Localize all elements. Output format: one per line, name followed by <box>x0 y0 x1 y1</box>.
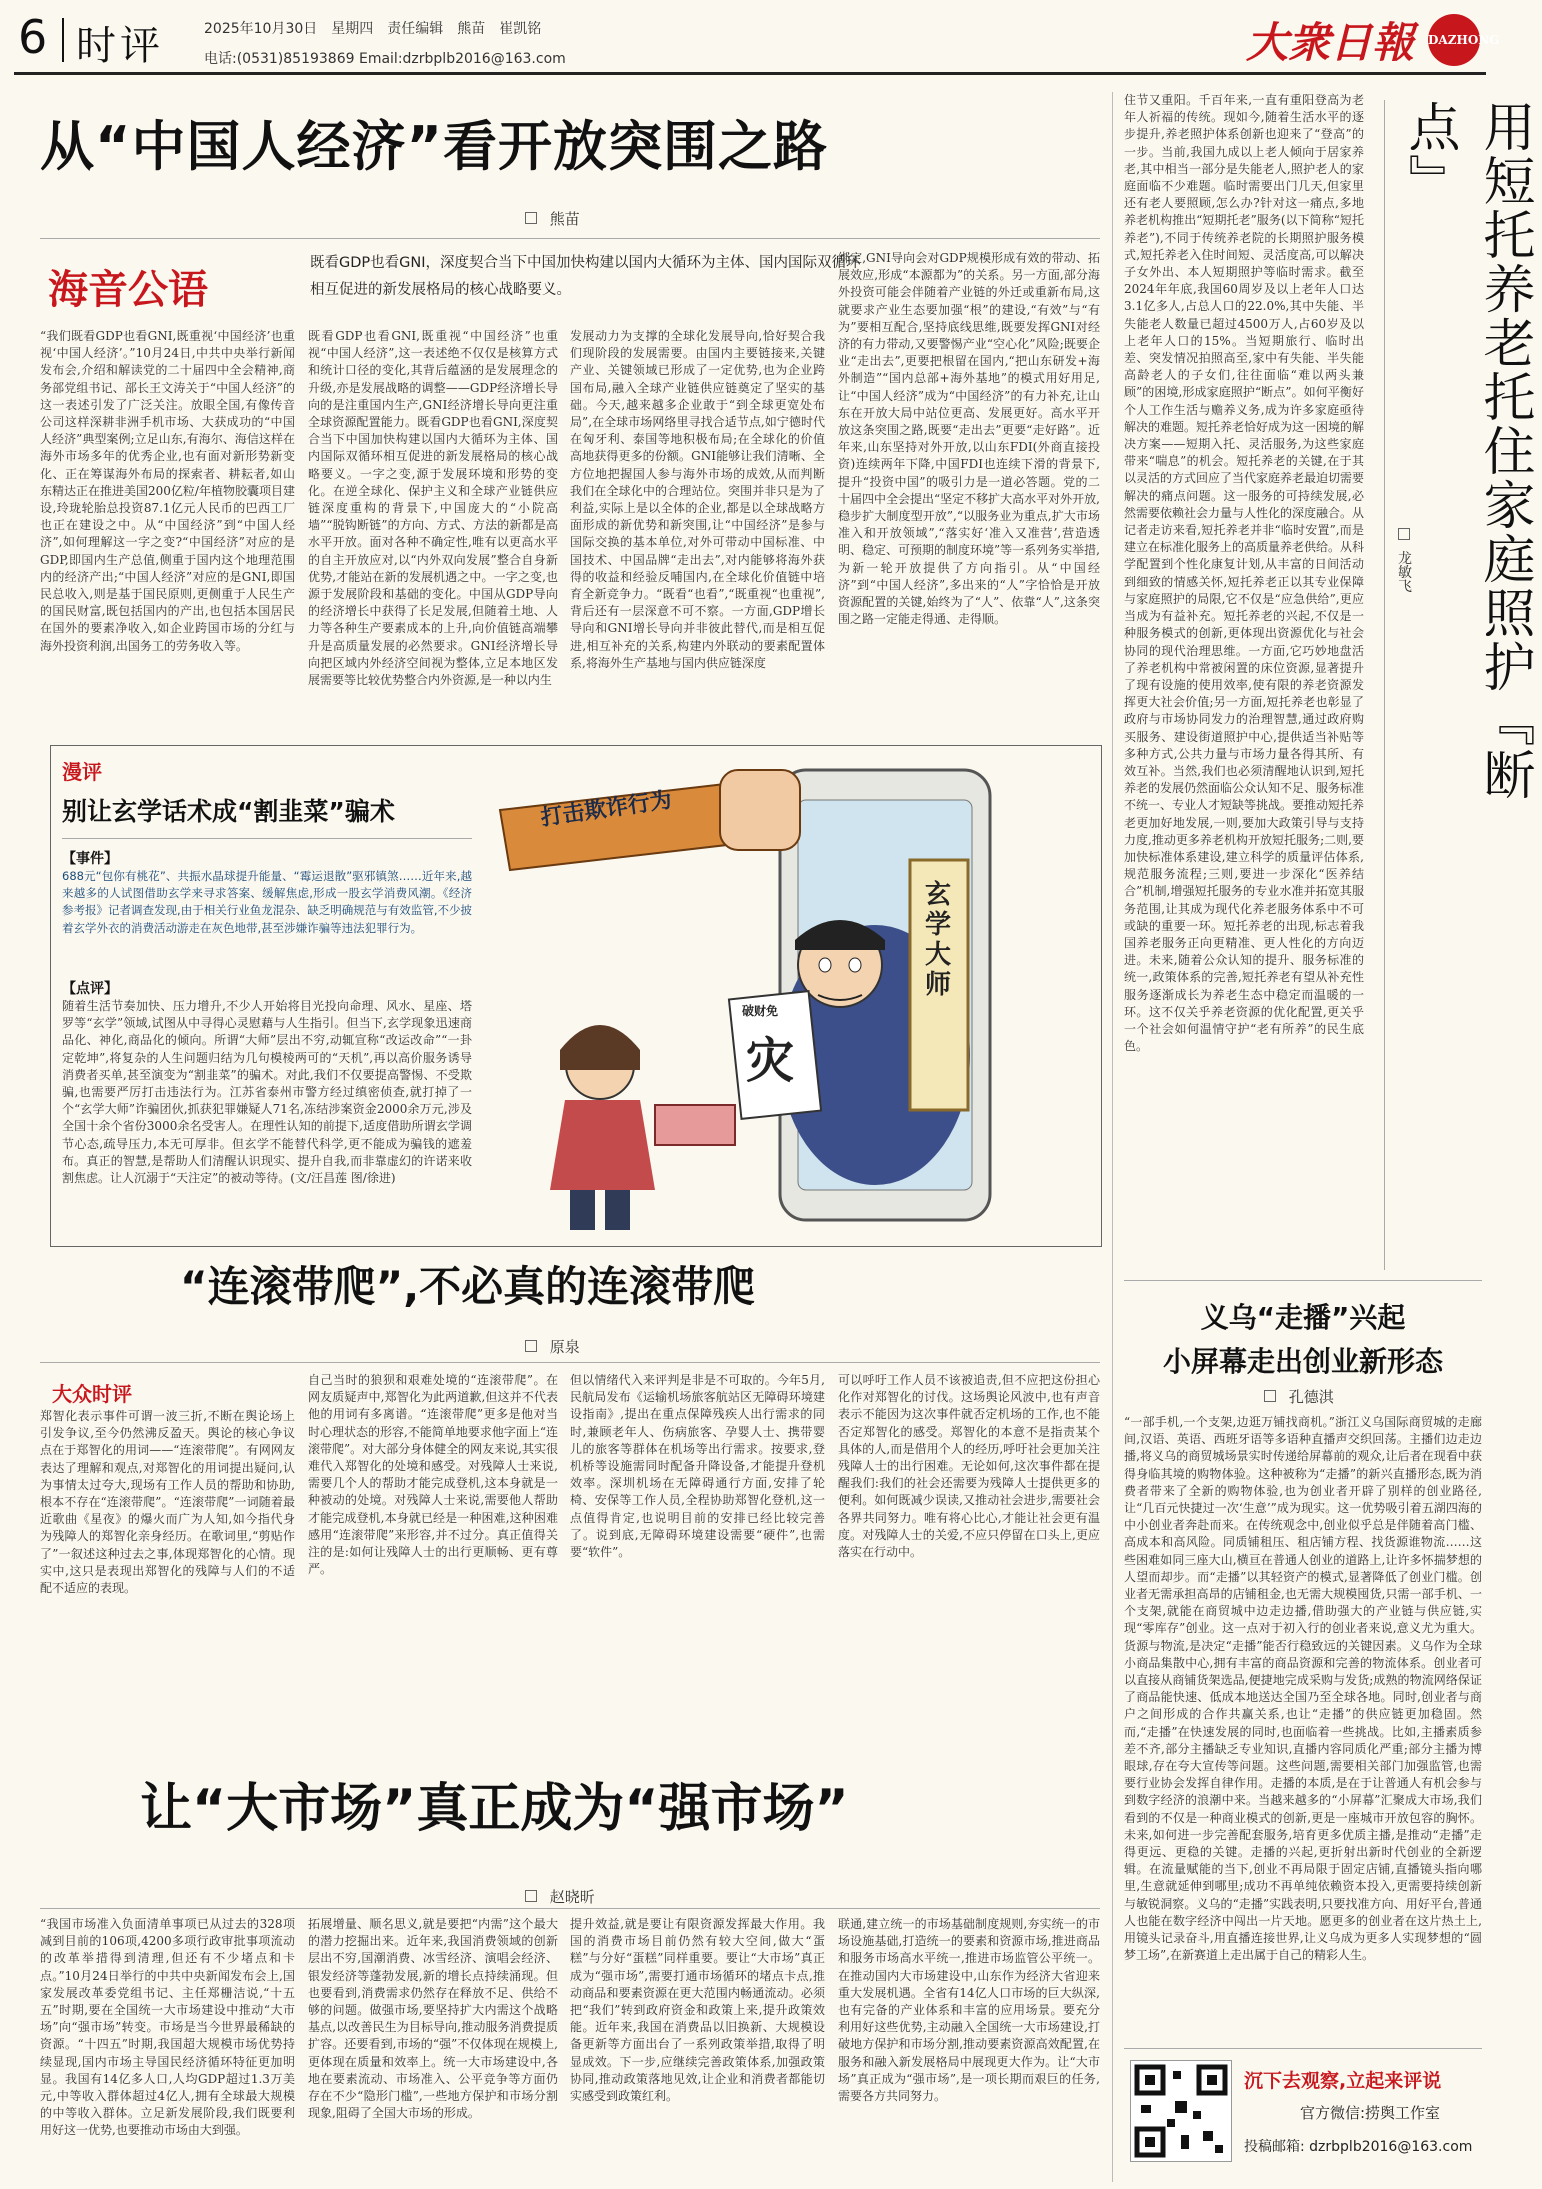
footer-email: 投稿邮箱: dzrbplb2016@163.com <box>1244 2139 1473 2155</box>
lianggun-rule <box>40 1362 1100 1363</box>
cartoon-event-text: 688元“包你有桃花”、共振水晶球提升能量、“霉运退散”驱邪镇煞……近年来,越来越多的人试图借助玄学来寻求答案、缓解焦虑,形成一股玄学消费风潮。《经济参考报》记者调查发现,由于相关行业鱼龙混杂、缺乏明确规范与有效监管,不少披着玄学外衣的消费活动游走在灰色地带,甚至涉嫌诈骗等违法犯罪行为。 <box>62 869 472 935</box>
market-byline <box>525 1886 595 1907</box>
right-column-vertical-title: 用短托养老托住家庭照护『断点』 <box>1399 100 1534 802</box>
header-rule <box>14 72 1486 75</box>
lianggun-col-3: 但以情绪代入来评判是非是不可取的。今年5月,民航局发布《运输机场旅客航站区无障碍环境建设指南》,提出在重点保障残疾人出行需求的同时,兼顾老年人、伤病旅客、孕婴人士、携带婴儿的旅客等群体在机场等出行需求。按要求,登机桥等设施需同时配备升降设备,才能提升登机效率。深圳机场在无障碍通行方面,安排了轮椅、安保等工作人员,全程协助郑智化登机,这一点值得肯定,也说明目前的安排已经比较完善了。说到底,无障碍环境建设需要“硬件”,也需要“软件”。 <box>570 1373 825 1560</box>
header-info <box>204 14 566 74</box>
market-title: 让“大市场”真正成为“强市场” <box>140 1779 849 1839</box>
market-col-3: 提升效益,就是要让有限资源发挥最大作用。我国的消费市场目前仍然有较大空间,做大“蛋糕”与分好“蛋糕”同样重要。要让“大市场”真正成为“强市场”,需要打通市场循环的堵点卡点,推动商品和要素资源在更大范围内畅通流动。必须把“我们”转到政府资金和政策上来,提升政策效能。近年来,我国在消费品以旧换新、大规模设备更新等方面出台了一系列政策举措,取得了明显成效。下一步,应继续完善政策体系,加强政策协同,推动政策落地见效,让企业和消费者都能切实感受到政策红利。 <box>570 1917 825 2104</box>
header-divider <box>62 18 64 62</box>
fist <box>720 770 800 850</box>
byline-square-icon <box>525 1890 537 1902</box>
right-title-rule <box>1384 100 1385 1270</box>
right-column-body: 住节又重阳。千百年来,一直有重阳登高为老年人祈福的传统。现如今,随着生活水平的逐步提升,养老照护体系创新也迎来了“登高”的一步。当前,我国九成以上老人倾向于居家养老,其中相当一部分是失能老人,照护老人的家庭面临不少难题。临时需要出门几天,但家里还有老人要照顾,怎么办?针对这一痛点,多地养老机构推出“短期托老”服务(以下简称“短托养老”),不同于传统养老院的长期照护服务模式,短托养老入住时间短、灵活度高,可以解决子女外出、本人短期照护等临时需求。截至2024年年底,我国60周岁及以上老年人口达3.1亿多人,占总人口的22.0%,其中失能、半失能老人数量已超过4500万人,占60岁及以上老年人口的15%。当短期旅行、临时出差、突发情况拍照高至,家中有失能、半失能高龄老人的子女们,往往面临“难以两头兼顾”的困境,形成家庭照护“断点”。如何平衡好个人工作生活与赡养义务,成为许多家庭亟待解决的难题。短托养老恰好成为这一困境的解决方案——短期入托、灵活服务,为这些家庭带来“喘息”的机会。短托养老的关键,在于其以灵活的方式回应了当代家庭养老最迫切需要解决的痛点问题。这一服务的可持续发展,必然需要依赖社会力量与人性化的深度融合。从记者走访来看,短托养老并非“临时安置”,而是建立在标准化服务上的高质量养老供给。从科学配置到个性化康复计划,从丰富的日间活动到细致的情感关怀,短托养老正以其专业保障与家庭照护的局限,它不仅是“应急供给”,更应当成为有益补充。短托养老的兴起,不仅是一种服务模式的创新,更体现出资源优化与社会协同的现代治理思维。一方面,它巧妙地盘活了养老机构中常被闲置的床位资源,显著提升了现有设施的使用效率,使有限的养老资源发挥更大社会价值;另一方面,短托养老也彰显了政府与市场协同发力的治理智慧,通过政府购买服务、建设街道照护中心,提供适当补贴等多种方式,公共力量与市场力量各得其所、有效互补。当然,我们也必须清醒地认识到,短托养老的发展仍然面临公众认知不足、服务标准不统一、专业人才短缺等挑战。要推动短托养老更加好地发展,一则,要加大政策引导与支持力度,推动更多养老机构开放短托服务;二则,要加快标准体系建设,建立科学的质量评估体系,规范服务流程;三则,要进一步深化“医养结合”机制,增强短托服务的专业水准并拓宽其服务范围,让其成为现代化养老服务体系中不可或缺的重要一环。短托养老的出现,标志着我国养老服务正向更精准、更人性化的方向迈进。未来,随着公众认知的提升、服务标准的统一,政策体系的完善,短托养老有望从补充性服务逐渐成长为养老生态中稳定而温暖的一环。这不仅关乎养老资源的优化配置,更关乎一个社会如何温情守护“老有所养”的民生底色。 <box>1124 93 1365 1054</box>
lianggun-col-1: 郑智化表示事件可谓一波三折,不断在舆论场上引发争议,至今仍然沸反盈天。舆论的核心争议点在于郑智化的用词——“连滚带爬”。有网网友表达了理解和观点,对郑智化的用词提出疑问,认为事情太过夸大,现场有工作人员的帮助和协助,根本不存在“连滚带爬”。“连滚带爬”一词随着最近歌曲《星夜》的爆火而广为人知,如今指代身为残障人的郑智化亲身经历。在歌词里,“剪贴作了”一叙述这种过去之事,体现郑智化的心情。现实中,这只是表现出郑智化的残障与人们的不适配不适应的表现。 <box>40 1409 295 1596</box>
footer-wechat: 官方微信:捞舆工作室 <box>1300 2104 1441 2122</box>
lianggun-col-2: 自己当时的狼狈和艰难处境的“连滚带爬”。在网友质疑声中,郑智化为此两道歉,但这并不代表他的用词有多离谱。“连滚带爬”更多是他对当时心理状态的形容,不能简单地要求他字面上“连滚带爬”。对大部分身体健全的网友来说,其实很难代入郑智化的处境和感受。对残障人士来说,需要几个人的帮助才能完成登机,这本身就是一种被动的处境。对残障人士来说,需要他人帮助才能完成登机,本身就已经是一种困难,这种困难感用“连滚带爬”来形容,并不过分。真正值得关注的是:如何让残障人士的出行更顺畅、更有尊严。 <box>308 1373 558 1577</box>
cartoon-sign-big: 灾 <box>746 1033 795 1089</box>
section-name: 时评 <box>76 23 164 69</box>
header-info-contact: 电话:(0531)85193869 Email:dzrbplb2016@163.com <box>204 51 566 67</box>
lianggun-author: 原泉 <box>549 1338 580 1356</box>
main-article-col-2: 既看GDP也看GNI,既重视“中国经济”也重视“中国人经济”,这一表述绝不仅仅是核算方式和统计口径的变化,其背后蕴涵的是发展理念的升级,亦是发展战略的调整——GDP经济增长导向的是注重国内生产,GNI经济增长导向更注重全球资源配置能力。既看GDP也看GNI,深度契合当下中国加快构建以国内大循环为主体、国内国际双循环相互促进的新发展格局的核心战略要义。一字之变,源于发展环境和形势的变化。在逆全球化、保护主义和全球产业链供应链深度重构的背景下,中国庞大的“小院高墙”“脱钩断链”的方向、方式、方法的新都是高水平开放。面对各种不确定性,唯有以更高水平的自主开放应对,以“内外双向发展”整合自身新优势,才能站在新的发展机遇之中。一字之变,也源于发展阶段和基础的变化。中国从GDP导向的经济增长中获得了长足发展,但随着土地、人力等各种生产要素成本的上升,向价值链高端攀升是高质量发展的必然要求。GNI经济增长导向把区域内外经济空间视为整体,立足本地区发展需要等比较优势整合内外资源,是一种以内生 <box>308 329 558 688</box>
right-column-divider <box>1112 92 1113 2182</box>
lianggun-rubric: 大众时评 <box>52 1382 132 1406</box>
header-info-date: 2025年10月30日 星期四 责任编辑 熊苗 崔凯铭 <box>204 21 542 37</box>
main-article-author: 熊苗 <box>549 210 580 228</box>
lianggun-byline <box>525 1336 580 1357</box>
byline-square-icon <box>525 1340 537 1352</box>
right-column-author: 龙敏飞 <box>1396 550 1412 593</box>
main-article-col-1: “我们既看GDP也看GNI,既重视‘中国经济’也重视‘中国人经济’。”10月24日,中共中央举行新闻发布会,介绍和解读党的二十届四中全会精神,商务部党组书记、部长王文涛关于“中国人经济”的这一表述引发了广泛关注。放眼全国,有像传音公司这样深耕非洲手机市场、大获成功的“中国人经济”典型案例;立足山东,有海尔、海信这样在海外市场多年的优秀企业,也有面对新形势新变化、正在筹谋海外布局的探索者、耕耘者,如山东精达正在推进美国200亿粒/年植物胶囊项目建设,玲珑轮胎总投资87.1亿元人民币的巴西工厂也正在建设之中。从“中国经济”到“中国人经济”,如何理解这一字之变?“中国经济”对应的是GDP,即国内生产总值,侧重于国内这个地理范围内的经济产出;“中国人经济”对应的是GNI,即国民总收入,则是基于国民原则,更侧重于人民生产的国民财富,既包括国内的产出,也包括本国居民在国外的要素净收入,如企业跨国市场的分红与海外投资利润,出国务工的劳务收入等。 <box>40 329 295 653</box>
cartoon-comment-tag: 【点评】 <box>62 981 118 997</box>
yiwu-title-line-2: 小屏幕走出创业新形态 <box>1162 1345 1443 1378</box>
market-col-4: 联通,建立统一的市场基础制度规则,夯实统一的市场设施基础,打造统一的要素和资源市场,推进商品和服务市场高水平统一,推进市场监管公平统一。在推动国内大市场建设中,山东作为经济大省迎来重大发展机遇。全省有14亿人口市场的巨大纵深,也有完备的产业体系和丰富的应用场景。要充分利用好这些优势,主动融入全国统一大市场建设,打破地方保护和市场分割,推动要素资源高效配置,在服务和融入新发展格局中展现更大作为。让“大市场”真正成为“强市场”,是一项长期而艰巨的任务,需要各方共同努力。 <box>838 1917 1100 2104</box>
yiwu-author: 孔德淇 <box>1288 1388 1334 1406</box>
summary-line-1: 既看GDP也看GNI，深度契合当下中国加快构建以国内大循环为主体、国内国际双循环 <box>310 255 861 271</box>
byline-square-icon <box>525 212 537 224</box>
money-stack <box>655 1105 735 1145</box>
byline-square-icon <box>1398 528 1410 540</box>
cartoon-title: 别让玄学话术成“割韭菜”骗术 <box>62 797 395 826</box>
lianggun-col-4: 可以呼吁工作人员不该被追责,但不应把这份担心化作对郑智化的讨伐。这场舆论风波中,也有声音表示不能因为这次事件就否定机场的工作,也不能否定郑智化的感受。郑智化的本意不是指责某个具体的人,而是借用个人的经历,呼吁社会更加关注残障人士的出行困难。无论如何,这次事件都在提醒我们:我们的社会还需要为残障人士提供更多的便利。如何既减少误读,又推动社会进步,需要社会各界共同努力。唯有将心比心,才能让社会更有温度。对残障人士的关爱,不应只停留在口头上,更应落实在行动中。 <box>838 1373 1100 1560</box>
cartoon-rubric: 漫评 <box>62 760 102 784</box>
woman-body <box>550 1100 655 1190</box>
byline-square-icon <box>1264 1390 1276 1402</box>
masthead-logo: 大衆日報 <box>1245 18 1414 67</box>
qr-code-icon <box>1130 2060 1232 2162</box>
summary-line-2: 相互促进的新发展格局的核心战略要义。 <box>310 282 571 298</box>
cartoon-sign-small: 破财免 <box>742 1004 779 1018</box>
market-col-2: 拓展增量、顺名思义,就是要把“内需”这个最大的潜力挖掘出来。近年来,我国消费领域的创新层出不穷,国潮消费、冰雪经济、演唱会经济、银发经济等蓬勃发展,新的增长点持续涌现。但也要看到,消费需求仍然存在释放不足、供给不够的问题。做强市场,要坚持扩大内需这个战略基点,以改善民生为目标导向,推动服务消费提质扩容。还要看到,市场的“强”不仅体现在规模上,更体现在质量和效率上。统一大市场建设中,各地在要素流动、市场准入、公平竞争等方面仍存在不少“隐形门槛”,一些地方保护和市场分割现象,阻碍了全国大市场的形成。 <box>308 1917 558 2121</box>
lianggun-title: “连滚带爬”,不必真的连滚带爬 <box>180 1262 756 1311</box>
main-article-rule <box>40 238 1100 239</box>
cartoon-event-tag: 【事件】 <box>62 851 118 867</box>
cartoon-title-rule <box>62 838 472 839</box>
cartoon-banner-text: 打击欺诈行为 <box>539 787 674 832</box>
yiwu-byline <box>1264 1386 1334 1407</box>
footer-slogan: 沉下去观察,立起来评说 <box>1244 2070 1442 2092</box>
right-column-byline <box>1394 528 1414 592</box>
yiwu-title-line-1: 义乌“走播”兴起 <box>1200 1301 1406 1334</box>
yiwu-body: “一部手机,一个支架,边逛万铺找商机。”浙江义乌国际商贸城的走廊间,汉语、英语、西班牙语等多语种直播声交织回荡。主播们边走边播,将义乌的商贸城场景实时传递给屏幕前的观众,让后者在现看中获得身临其境的购物体验。这种被称为“走播”的新兴直播形态,既为消费者带来了全新的购物体验,也为创业者开辟了别样的创业路径,让“几百元快捷过一次‘生意’”成为现实。这一优势吸引着五湖四海的中小创业者奔赴而来。在传统观念中,创业似乎总是伴随着高门槛、高成本和高风险。同质铺租压、租店铺方程、找货源谁物流……这些困难如同三座大山,横亘在普通人创业的道路上,让许多怀揣梦想的人望而却步。而“走播”以其轻资产的模式,显著降低了创业门槛。创业者无需承担高昂的店铺租金,也无需大规模囤货,只需一部手机、一个支架,就能在商贸城中边走边播,借助强大的产业链与供应链,实现“零库存”创业。这一点对于初入行的创业者来说,意义尤为重大。货源与物流,是决定“走播”能否行稳致远的关键因素。义乌作为全球小商品集散中心,拥有丰富的商品资源和完善的物流体系。创业者可以直接从商铺货架选品,便捷地完成采购与发货;成熟的物流网络保证了商品能快速、低成本地送达全国乃至全球各地。同时,创业者与商户之间形成的合作共赢关系,也让“走播”的供应链更加稳固。然而,“走播”在快速发展的同时,也面临着一些挑战。比如,主播素质参差不齐,部分主播缺乏专业知识,直播内容同质化严重;部分主播为博眼球,存在夸大宣传等问题。这些问题,需要相关部门加强监管,也需要行业协会发挥自律作用。走播的本质,是在于让普通人有机会参与到数字经济的浪潮中来。当越来越多的“小屏幕”汇聚成大市场,我们看到的不仅是一种商业模式的创新,更是一座城市开放包容的胸怀。未来,如何进一步完善配套服务,培育更多优质主播,是推动“走播”走得更远、更稳的关键。走播的兴起,更折射出新时代创业的全新逻辑。在流量赋能的当下,创业不再局限于固定店铺,直播镜头指向哪里,生意就延伸到哪里;成功不再单纯依赖资本投入,更需要持续创新与敏锐洞察。义乌的“走播”实践表明,只要找准方向、用好平台,普通人也能在数字经济中闯出一片天地。愿更多的创业者在这片热土上,用镜头记录奋斗,用直播连接世界,让义乌成为更多人实现梦想的“圆梦工场”,在新赛道上走出属于自己的精彩人生。 <box>1124 1415 1482 1963</box>
main-article-col-4: 绑定,GNI导向会对GDP规模形成有效的带动、拓展效应,形成“本源都为”的关系。另一方面,部分海外投资可能会伴随着产业链的外迁或重新布局,这就要求产业生态要加强“根”的建设,“有效”与“有为”要相互配合,坚持底线思维,既要发挥GNI对经济的有力带动,又要警惕产业“空心化”风险;既要企业“走出去”,更要把根留在国内,“把山东研发+海外制造”“国内总部+海外基地”的模式用好用足,让“中国人经济”成为“中国经济”的有力补充,让山东在开放大局中站位更高、发展更好。高水平开放这条突围之路,既要“走出去”更要“走好路”。近年来,山东坚持对外开放,以山东FDI(外商直接投资)连续两年下降,中国FDI也连续下滑的背景下,提升“投资中国”的吸引力是一道必答题。党的二十届四中全会提出“坚定不移扩大高水平对外开放,稳步扩大制度型开放”,“以服务业为重点,扩大市场准入和开放领域”,“落实好‘准入又准营’,营造透明、稳定、可预期的制度环境”等一系列务实举措,为新一轮开放提供了方向指引。从“中国经济”到“中国人经济”,多出来的“人”字恰恰是开放资源配置的关键,始终为了“人”、依靠“人”,这条突围之路一定能走得通、走得顺。 <box>838 251 1100 627</box>
cartoon-scroll-text: 玄学大师 <box>924 880 951 1000</box>
main-article-byline <box>525 208 580 229</box>
market-author: 赵晓昕 <box>549 1888 595 1906</box>
footer-rule <box>1124 2048 1482 2049</box>
main-article-rubric: 海音公语 <box>48 266 208 313</box>
woman-hair <box>560 1025 640 1070</box>
main-article-col-3: 发展动力为支撑的全球化发展导向,恰好契合我们现阶段的发展需要。由国内主要链接来,关键产业、关键领域已形成了一定优势,也为企业跨国布局,融入全球产业链供应链奠定了坚实的基础。今天,越来越多企业敢于“到全球更宽处布局”,在全球市场网络里寻找合适节点,如宁德时代在匈牙利、泰国等地积极布局;在全球化的价值高地获得更多的份额。GNI能够让我们清晰、全方位地把握国人参与海外市场的成效,从而判断我们在全球化中的合理站位。突围并非只是为了利益,实际上是以全体的企业,都是以全球战略方面形成的新优势和新突围,让“中国经济”是参与国际交换的基本单位,对外可带动中国标准、中国技术、中国品牌“走出去”,对内能够将海外获得的收益和经验反哺国内,在全球化价值链中培育全新竞争力。“既看“也看”,“既重视“也重视”,背后还有一层深意不可不察。一方面,GDP增长导向和GNI增长导向并非彼此替代,而是相互促进,相互补充的关系,构建内外联动的要素配置体系,将海外生产基地与国内供应链深度 <box>570 329 825 670</box>
masthead-emblem: DAZHONG <box>1428 14 1480 66</box>
cartoon-comment-text: 随着生活节奏加快、压力增升,不少人开始将目光投向命理、风水、星座、塔罗等“玄学”领域,试图从中寻得心灵慰藉与人生指引。但当下,玄学现象迅速商品化、神化,商品化的倾向。所谓“大师”层出不穷,动辄宣称“改运改命”“一卦定乾坤”,将复杂的人生问题归结为几句模棱两可的“天机”,再以高价服务诱导消费者买单,甚至演变为“割韭菜”的骗术。对此,我们不仅要提高警惕、不受欺骗,也需要严厉打击违法行为。江苏省泰州市警方经过缜密侦查,就打掉了一个“玄学大师”诈骗团伙,抓获犯罪嫌疑人71名,冻结涉案资金2000余万元,涉及全国十余个省份3000余名受害人。在理性认知的前提下,适度借助所谓玄学调节心态,疏导压力,本无可厚非。但玄学不能替代科学,更不能成为骗钱的遮羞布。真正的智慧,是帮助人们清醒认识现实、提升自我,而非靠虚幻的许诺来收割焦虑。让人沉溺于“天注定”的被动等待。(文/汪昌莲 图/徐进) <box>62 999 472 1186</box>
market-rule <box>40 1908 1100 1909</box>
main-article-title: 从“中国人经济”看开放突围之路 <box>40 115 828 178</box>
page-number: 6 <box>18 10 48 64</box>
yiwu-top-rule <box>1124 1280 1482 1281</box>
market-col-1: “我国市场准入负面清单事项已从过去的328项减到目前的106项,4200多项行政审批事项流动的改革举措得到清理,但还有不少堵点和卡点。”10月24日举行的中共中央新闻发布会上,国家发展改革委党组书记、主任郑栅洁说,“十五五”时期,要在全国统一大市场建设中推动“大市场”向“强市场”转变。市场是当今世界最稀缺的资源。“十四五”时期,我国超大规模市场优势持续显现,国内市场主导国民经济循环特征更加明显。我国有14亿多人口,人均GDP超过1.3万美元,中等收入群体超过4亿人,拥有全球最大规模的中等收入群体。立足新发展阶段,我们既要利用好这一优势,也要推动市场由大到强。 <box>40 1917 295 2138</box>
